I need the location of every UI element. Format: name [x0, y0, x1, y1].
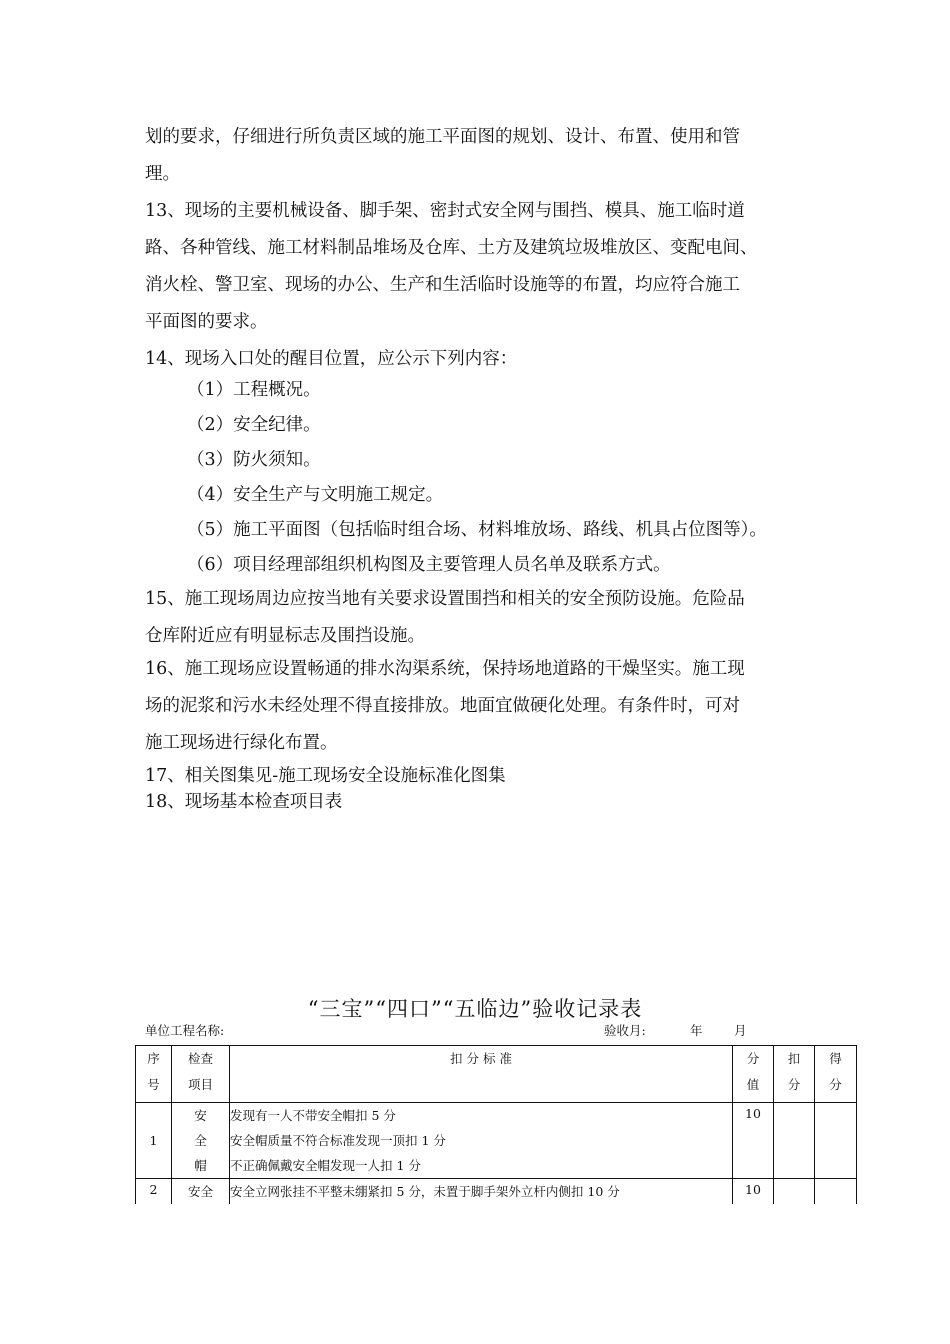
item-char: 帽 — [194, 1158, 207, 1173]
header-deduction — [774, 1046, 815, 1103]
header-text: 扣 分 标 准 — [450, 1051, 512, 1066]
paragraph-16 — [145, 651, 825, 762]
text-line: 划的要求，仔细进行所负责区域的施工平面图的规划、设计、布置、使用和管 — [145, 127, 740, 147]
table-header-row — [136, 1046, 857, 1103]
row-score: 10 — [733, 1179, 774, 1209]
list-item-6: （6）项目经理部组织机构图及主要管理人员名单及联系方式。 — [187, 555, 671, 575]
paragraph-15 — [145, 581, 825, 655]
standard-line: 安全立网张挂不平整未绷紧扣 5 分，未置于脚手架外立杆内侧扣 10 分 — [230, 1184, 620, 1199]
text-line: 消火栓、警卫室、现场的办公、生产和生活临时设施等的布置，均应符合施工 — [145, 275, 740, 295]
item-char: 全 — [194, 1133, 207, 1148]
standard-line: 不正确佩戴安全帽发现一人扣 1 分 — [230, 1158, 421, 1173]
header-text: 扣 — [787, 1051, 801, 1066]
page-cut-mask — [130, 1204, 870, 1344]
text-line: 14、现场入口处的醒目位置，应公示下列内容： — [145, 349, 518, 369]
list-item-4: （4）安全生产与文明施工规定。 — [187, 485, 444, 505]
header-number — [136, 1046, 172, 1103]
row-item — [172, 1103, 230, 1179]
header-text: 得 — [829, 1051, 842, 1066]
table-row — [136, 1103, 857, 1179]
inspection-month-label: 验收月: — [604, 1023, 646, 1038]
header-score — [733, 1046, 774, 1103]
text-line: 理。 — [145, 164, 180, 184]
header-check-item — [172, 1046, 230, 1103]
paragraph-13 — [145, 193, 825, 341]
paragraph-12-continued — [145, 119, 825, 193]
text-line: 平面图的要求。 — [145, 312, 268, 332]
header-result — [815, 1046, 857, 1103]
month-label: 月 — [734, 1023, 747, 1038]
standard-line: 发现有一人不带安全帽扣 5 分 — [230, 1108, 396, 1123]
year-label: 年 — [690, 1023, 703, 1038]
text-line: 13、现场的主要机械设备、脚手架、密封式安全网与围挡、模具、施工临时道 — [145, 201, 745, 221]
row-result-cell[interactable] — [815, 1103, 857, 1179]
row-score: 10 — [733, 1103, 774, 1179]
header-text: 项目 — [187, 1077, 213, 1092]
unit-name-label: 单位工程名称: — [145, 1023, 225, 1038]
text-line: 施工现场进行绿化布置。 — [145, 733, 338, 753]
form-title: “三宝”“四口”“五临边”验收记录表 — [307, 997, 643, 1021]
header-text: 序 — [147, 1051, 160, 1066]
item-char: 安 — [194, 1108, 207, 1123]
text-line: 15、施工现场周边应按当地有关要求设置围挡和相关的安全预防设施。危险品 — [145, 589, 745, 609]
row-number: 2 — [136, 1179, 172, 1209]
text-line: 路、各种管线、施工材料制品堆场及仓库、土方及建筑垃圾堆放区、变配电间、 — [145, 238, 758, 258]
list-item-2: （2）安全纪律。 — [187, 415, 321, 435]
row-item: 安全 — [172, 1179, 230, 1209]
paragraph-17: 17、相关图集见-施工现场安全设施标准化图集 — [145, 766, 506, 786]
header-text: 分 — [746, 1051, 760, 1066]
row-number: 1 — [136, 1103, 172, 1179]
text-line: 16、施工现场应设置畅通的排水沟渠系统，保持场地道路的干燥坚实。施工现 — [145, 659, 745, 679]
standard-line: 安全帽质量不符合标准发现一顶扣 1 分 — [230, 1133, 446, 1148]
row-deduction-cell[interactable] — [774, 1103, 815, 1179]
list-item-3: （3）防火须知。 — [187, 450, 321, 470]
inspection-table — [135, 1045, 857, 1209]
text-line: 仓库附近应有明显标志及围挡设施。 — [145, 626, 425, 646]
row-standards — [230, 1103, 733, 1179]
header-text: 号 — [147, 1077, 160, 1092]
text-line: 场的泥浆和污水未经处理不得直接排放。地面宜做硬化处理。有条件时，可对 — [145, 696, 740, 716]
header-text: 分 — [787, 1077, 801, 1092]
list-item-1: （1）工程概况。 — [187, 380, 321, 400]
header-text: 检查 — [187, 1051, 213, 1066]
list-item-5: （5）施工平面图（包括临时组合场、材料堆放场、路线、机具占位图等）。 — [187, 520, 767, 540]
paragraph-18: 18、现场基本检查项目表 — [145, 792, 343, 812]
header-text: 值 — [746, 1077, 760, 1092]
header-standard — [230, 1046, 733, 1103]
header-text: 分 — [829, 1077, 842, 1092]
